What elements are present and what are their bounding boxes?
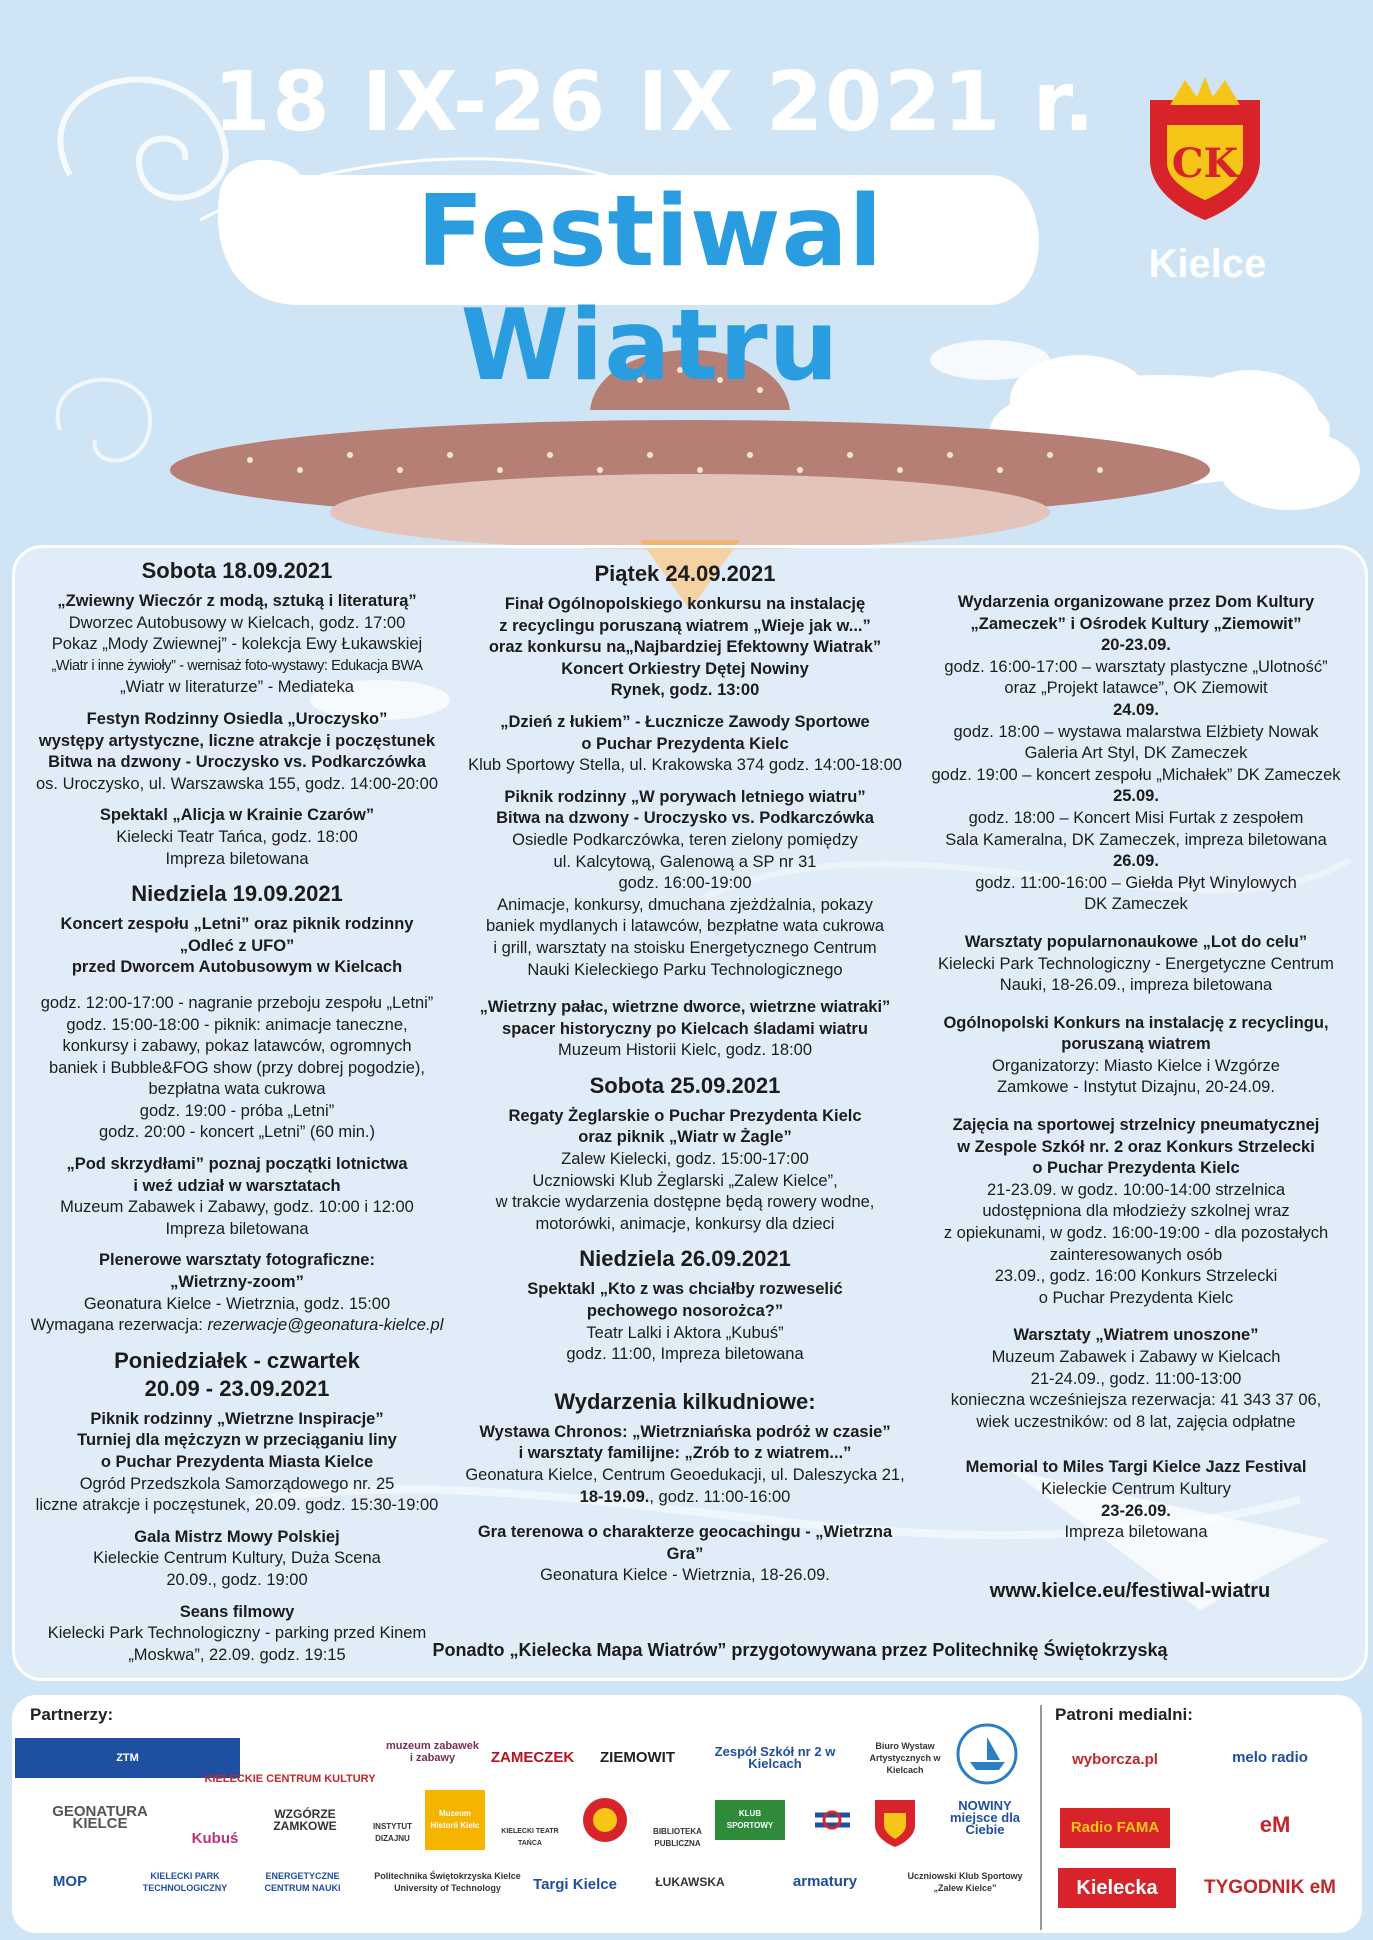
logo-instytut-dizajnu: INSTYTUT DIZAJNU [372,1822,413,1843]
logo-ecn: ENERGETYCZNE CENTRUM NAUKI [264,1871,341,1893]
event: Festyn Rodzinny Osiedla „Uroczysko” występy artystyczne, liczne atrakcje i poczęstunek Bitwa na dzwony - Uroczysko vs. Podkarczówka os. Uroczysko, ul. Warszawska 155, godz. 14:00-20:00 [36,709,438,793]
logo-klub-sportowy: KLUB SPORTOWY [715,1800,785,1840]
festival-dates: 18 IX-26 IX 2021 r. [213,55,1097,150]
kielce-crest-small-icon [870,1795,920,1850]
event: Piknik rodzinny „Wietrzne Inspiracje” Turniej dla mężczyzn w przeciąganiu liny o Puchar Prezydenta Miasta Kielce Ogród Przedszkola Samorządowego nr. 25 liczne atrakcje i poczęstunek, 20.09. godz. 15:30-19:00 [35,1409,439,1515]
logo-targi-kielce: Targi Kielce [533,1875,617,1893]
logo-armatury: armatury [792,1873,858,1890]
logo-zespol-szkol-2: Zespół Szkół nr 2 w Kielcach [714,1743,836,1771]
program-column-1 [22,557,452,1676]
event: Koncert zespołu „Letni” oraz piknik rodzinny „Odleć z UFO” przed Dworcem Autobusowym w Kielcach [60,915,414,977]
crest-text: CK [1171,140,1239,187]
event: Wydarzenia organizowane przez Dom Kultury „Zameczek” i Ośrodek Kultury „Ziemowit” 20-23.09. godz. 16:00-17:00 – warsztaty plastyczne „Ulotność” oraz „Projekt latawce”, OK Ziemowit 24.09. godz. 18:00 – wystawa malarstwa Elżbiety Nowak Galeria Art Styl, DK Zameczek godz. 19:00 – koncert zespołu „Michałek” DK Zameczek 25.09. godz. 18:00 – Koncert Misi Furtak z zespołem Sala Kameralna, DK Zameczek, impreza biletowana 26.09. godz. 11:00-16:00 – Giełda Płyt Winylowych DK Zameczek [931,593,1341,914]
logo-kubus: Kubuś [191,1830,239,1845]
event: Zajęcia na sportowej strzelnicy pneumatycznej w Zespole Szkół nr. 2 oraz Konkurs Strzelecki o Puchar Prezydenta Kielc 21-23.09. w godz. 10:00-14:00 strzelnica udostępniona dla młodzieży szkolnej wraz z opiekunami, w godz. 16:00-19:00 - dla pozostałych zainteresowanych osób 23.09., godz. 16:00 Konkurs Strzelecki o Puchar Prezydenta Kielc [943,1116,1329,1307]
logo-geonatura: GEONATURA KIELCE [52,1802,148,1832]
event: Piknik rodzinny „W porywach letniego wiatru” Bitwa na dzwony - Uroczysko vs. Podkarczówka Osiedle Podkarczówka, teren zielony pomiędzy ul. Kalcytową, Galenową a SP nr 31 godz. 16:00-19:00 Animacje, konkursy, dmuchana zjeżdżalnia, pokazy baniek mydlanych i latawców, bezpłatne wata cukrowa i grill, warsztaty na stoisku Energetycznego Centrum Nauki Kieleckiego Parku Technologicznego [485,787,885,979]
logo-ktt: KIELECKI TEATR TAŃCA [501,1828,559,1847]
event: Seans filmowy Kielecki Park Technologiczny - parking przed Kinem „Moskwa”, 22.09. godz. 19:15 [47,1602,427,1664]
reservation-email-link[interactable]: rezerwacje@geonatura-kielce.pl [207,1316,444,1335]
logo-uks-zalew: Uczniowski Klub Sportowy „Zalew Kielce” [907,1871,1023,1893]
day-heading: Wydarzenia kilkudniowe: [554,1388,816,1414]
festival-title: Festiwal Wiatru [416,175,884,403]
logo-lukawska: ŁUKAWSKA [655,1875,725,1889]
logo-ziemowit: ZIEMOWIT [600,1749,675,1766]
event: Plenerowe warsztaty fotograficzne: „Wietrzny-zoom” Geonatura Kielce - Wietrznia, godz. 15:00 Wymagana rezerwacja: rezerwacje@geonatura-kielce.pl [30,1251,444,1335]
logo-tygodnik-em: TYGODNIK eM [1204,1877,1336,1898]
logo-muzeum-zabawek: muzeum zabawek i zabawy [386,1740,479,1764]
logo-wzgorze-zamkowe: WZGÓRZE ZAMKOWE [273,1807,337,1833]
event: Warsztaty popularnonaukowe „Lot do celu” Kielecki Park Technologiczny - Energetyczne Centrum Nauki, 18-26.09., impreza biletowana [938,932,1334,995]
kielce-crest-icon [1145,75,1265,225]
day-heading: 20.09 - 23.09.2021 [144,1375,330,1401]
minisail-logo-icon [955,1722,1020,1787]
day-heading: Sobota 18.09.2021 [141,558,333,583]
stella-logo-icon [810,1800,855,1840]
logo-melo-radio: melo radio [1232,1748,1308,1766]
logo-zameczek: ZAMECZEK [490,1749,575,1766]
event: „Dzień z łukiem” - Łucznicze Zawody Sportowe o Puchar Prezydenta Kielc Klub Sportowy Stella, ul. Krakowska 374 godz. 14:00-18:00 [468,712,902,775]
event: godz. 12:00-17:00 - nagranie przeboju zespołu „Letni” godz. 15:00-18:00 - piknik: animacje taneczne, konkursy i zabawy, pokaz latawców, ogromnych baniek i Bubble&FOG show (przy dobrej pogodzie), bezpłatna wata cukrowa godz. 19:00 - próba „Letni” godz. 20:00 - koncert „Letni” (60 min.) [40,993,434,1142]
media-patrons-label: Patroni medialni: [1055,1705,1193,1724]
partners-label: Partnerzy: [30,1705,114,1724]
event: „Wietrzny pałac, wietrzne dworce, wietrzne wiatraki” spacer historyczny po Kielcach śladami wiatru Muzeum Historii Kielc, godz. 18:00 [479,998,891,1060]
event: „Pod skrzydłami” poznaj początki lotnictwa i weź udział w warsztatach Muzeum Zabawek i Zabawy, godz. 10:00 i 12:00 Impreza biletowana [60,1155,414,1238]
program-column-2 [460,560,910,1597]
club-badge-icon [575,1795,635,1845]
logo-radio-fama: Radio FAMA [1060,1808,1170,1848]
city-name: Kielce [1148,242,1267,286]
logo-bwa: Biuro Wystaw Artystycznych w Kielcach [869,1740,941,1775]
event: Spektakl „Alicja w Krainie Czarów” Kielecki Teatr Tańca, godz. 18:00 Impreza biletowana [99,806,375,868]
logo-kck: KIELECKIE CENTRUM KULTURY [204,1773,376,1785]
logo-mop: MOP [52,1873,88,1890]
logo-em-radio: eM [1259,1812,1291,1837]
event: Gra terenowa o charakterze geocachingu - „Wietrzna Gra” Geonatura Kielce - Wietrznia, 18-26.09. [477,1523,893,1585]
event: Ogólnopolski Konkurs na instalację z recyclingu, poruszaną wiatrem Organizatorzy: Miasto Kielce i Wzgórze Zamkowe - Instytut Dizajnu, 20-24.09. [943,1013,1329,1097]
program-column-3 [915,592,1357,1554]
day-heading: Poniedziałek - czwartek [114,1347,360,1373]
event: Warsztaty „Wiatrem unoszone” Muzeum Zabawek i Zabawy w Kielcach 21-24.09., godz. 11:00-13:00 konieczna wcześniejsza rezerwacja: 41 343 37 06, wiek uczestników: od 8 lat, zajęcia odpłatne [950,1326,1322,1431]
event: Wystawa Chronos: „Wietrzniańska podróż w czasie” i warsztaty familijne: „Zrób to z wiatrem...” Geonatura Kielce, Centrum Geoedukacji, ul. Daleszycka 21, 18-19.09., godz. 11:00-16:00 [465,1422,905,1506]
partners-divider [1040,1705,1042,1930]
logo-politechnika: Politechnika Świętokrzyska Kielce University of Technology [374,1871,521,1893]
logo-nowiny: NOWINY miejsce dla Ciebie [949,1797,1021,1837]
event: Finał Ogólnopolskiego konkursu na instalację z recyclingu poruszaną wiatrem „Wieje jak w...” oraz konkursu na„Najbardziej Efektowny Wiatrak” Koncert Orkiestry Dętej Nowiny Rynek, godz. 13:00 [488,595,882,700]
event: Regaty Żeglarskie o Puchar Prezydenta Kielc oraz piknik „Wiatr w Żagle” Zalew Kielecki, godz. 15:00-17:00 Uczniowski Klub Żeglarski „Zalew Kielce”, w trakcie wydarzenia dostępne będą rowery wodne, motorówki, animacje, konkursy dla dzieci [495,1106,875,1233]
day-heading: Sobota 25.09.2021 [589,1072,781,1098]
website-link[interactable]: www.kielce.eu/festiwal-wiatru [989,1580,1271,1602]
logo-biblioteka: BIBLIOTEKA PUBLICZNA [653,1827,702,1848]
day-heading: Piątek 24.09.2021 [594,561,776,586]
logo-wyborcza: wyborcza.pl [1072,1751,1158,1768]
extra-note: Ponadto „Kielecka Mapa Wiatrów” przygotowywana przez Politechnikę Świętokrzyską [432,1640,1168,1660]
day-heading: Niedziela 26.09.2021 [579,1246,791,1272]
logo-kielecka: Kielecka [1058,1868,1176,1908]
event: Memorial to Miles Targi Kielce Jazz Festival Kieleckie Centrum Kultury 23-26.09. Impreza biletowana [965,1458,1307,1542]
logo-kpt: KIELECKI PARK TECHNOLOGICZNY [142,1871,228,1893]
event: „Zwiewny Wieczór z modą, sztuką i literaturą” Dworzec Autobusowy w Kielcach, godz. 17:00 Pokaz „Mody Zwiewnej” - kolekcja Ewy Łukawskiej „Wiatr i inne żywioły” - wernisaż foto-wystawy: Edukacja BWA „Wiatr w literaturze” - Mediateka [51,592,423,697]
event: Spektakl „Kto z was chciałby rozweselić pechowego nosorożca?” Teatr Lalki i Aktora „Kubuś” godz. 11:00, Impreza biletowana [527,1280,843,1364]
logo-ztm: ZTM [15,1738,240,1778]
day-heading: Niedziela 19.09.2021 [131,881,343,907]
logo-muzeum-historii: Muzeum Historii Kielc [425,1790,485,1850]
event: Gala Mistrz Mowy Polskiej Kieleckie Centrum Kultury, Duża Scena 20.09., godz. 19:00 [93,1527,381,1589]
